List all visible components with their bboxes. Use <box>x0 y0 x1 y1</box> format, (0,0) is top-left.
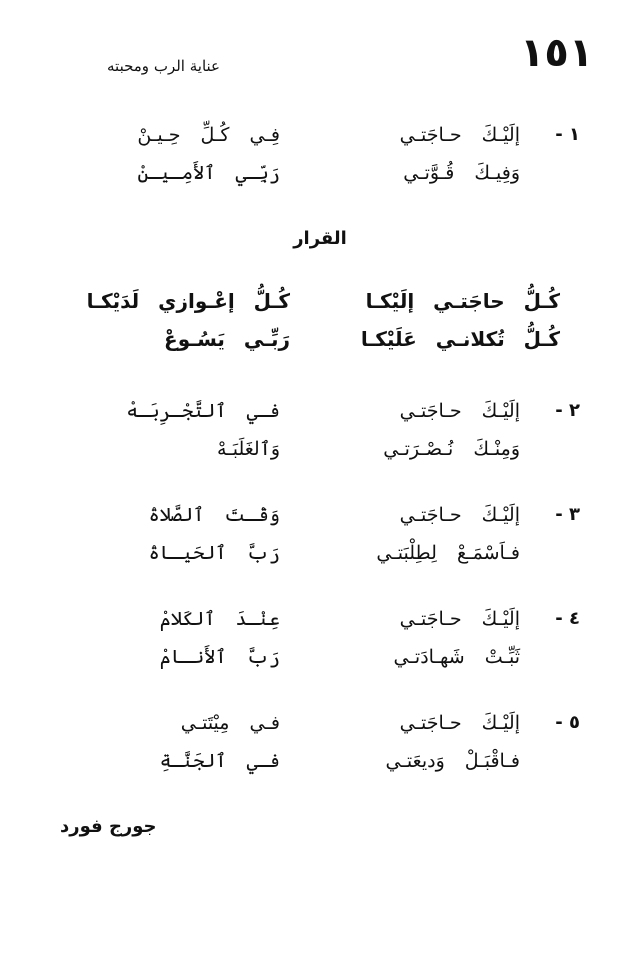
verse-line <box>40 120 580 158</box>
first-hemistich: إلَيْـكَ حـاجَتـي <box>399 124 520 146</box>
verse-line <box>40 396 580 434</box>
refrain-line <box>40 286 580 324</box>
author-name: جورج فورد <box>60 816 157 837</box>
first-hemistich: فـاقْبَـلْ وَديعَتـي <box>385 750 520 772</box>
verse-number: ٤ - <box>555 608 580 629</box>
verse-line <box>40 708 580 746</box>
first-hemistich: ثَبِّـتْ شَهـادَتـي <box>393 646 520 668</box>
verse-1 <box>40 120 580 196</box>
verse-line <box>40 538 580 576</box>
refrain <box>40 286 580 362</box>
first-hemistich: كُـلُّ تُكلانـي عَلَيْكـا <box>360 327 560 351</box>
second-hemistich: رَبِّـي ٱلأَمِـيـنْ <box>137 162 280 184</box>
first-hemistich: فـاَسْمَـعْ لِطِلْبَتـي <box>376 542 520 564</box>
second-hemistich: فِـي كُـلِّ حِـيـنْ <box>137 124 280 146</box>
second-hemistich: رَبَّ ٱلحَيـاةْ <box>148 542 280 564</box>
first-hemistich: وَمِنْـكَ نُـصْـرَتـي <box>383 438 520 460</box>
verse-line <box>40 434 580 472</box>
page-number: ١٥١ <box>520 30 594 76</box>
verse-3 <box>40 500 580 576</box>
first-hemistich: إلَيْـكَ حـاجَتـي <box>399 504 520 526</box>
second-hemistich: عِنْـدَ ٱلكَلامْ <box>159 608 280 630</box>
second-hemistich: وَٱلغَلَبَـهْ <box>216 438 280 460</box>
verse-2 <box>40 396 580 472</box>
second-hemistich: فـي ٱلجَنَّـةِ <box>159 750 280 772</box>
first-hemistich: إلَيْـكَ حـاجَتـي <box>399 400 520 422</box>
first-hemistich: إلَيْـكَ حـاجَتـي <box>399 608 520 630</box>
first-hemistich: وَفِيـكَ قُـوَّتـي <box>403 162 520 184</box>
verse-line <box>40 642 580 680</box>
second-hemistich: فـي ٱلتَّجْـرِبَـهْ <box>126 400 280 422</box>
second-hemistich: رَبِّـي يَسُـوعْ <box>164 327 290 351</box>
verse-line <box>40 158 580 196</box>
refrain-title: القرار <box>293 228 347 249</box>
verse-number: ٣ - <box>555 504 580 525</box>
verse-line <box>40 746 580 784</box>
verse-number: ١ - <box>555 124 580 145</box>
second-hemistich: وَقْـتَ ٱلصَّلاةْ <box>148 504 280 526</box>
running-title: عناية الرب ومحبته <box>107 57 220 75</box>
refrain-line <box>40 324 580 362</box>
verse-line <box>40 500 580 538</box>
verse-line <box>40 604 580 642</box>
verse-number: ٥ - <box>555 712 580 733</box>
second-hemistich: رَبَّ ٱلأَنـامْ <box>159 646 280 668</box>
verse-number: ٢ - <box>555 400 580 421</box>
verse-4 <box>40 604 580 680</box>
first-hemistich: إلَيْـكَ حـاجَتـي <box>399 712 520 734</box>
second-hemistich: كُـلُّ إعْـوازي لَدَيْكـا <box>86 289 290 313</box>
first-hemistich: كُـلُّ حاجَتـي إلَيْكـا <box>365 289 560 313</box>
second-hemistich: فـي مِيْتَتـي <box>180 712 280 734</box>
verse-5 <box>40 708 580 784</box>
